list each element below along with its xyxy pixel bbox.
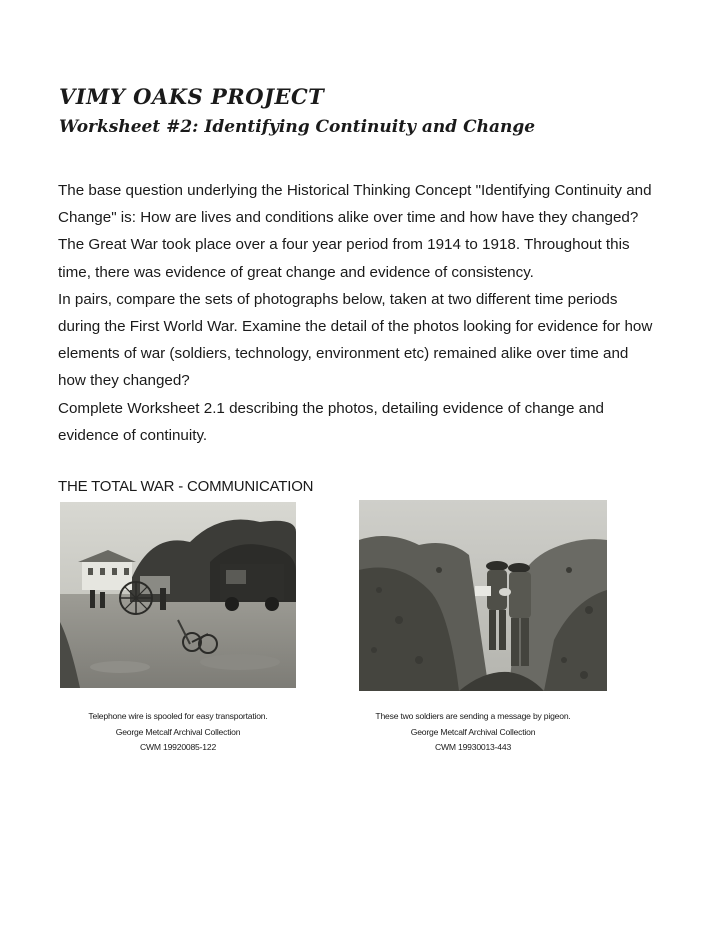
complete-paragraph: Complete Worksheet 2.1 describing the photos, detailing evidence of change and evidence of continuity. (58, 399, 604, 444)
pigeon-message-photo (359, 500, 607, 691)
pigeon-message-photo-graphic (359, 500, 607, 691)
photo1-caption-text: Telephone wire is spooled for easy transportation. (88, 711, 268, 721)
photo2-caption-text: These two soldiers are sending a message by pigeon. (375, 711, 571, 721)
pairs-paragraph: In pairs, compare the sets of photographs below, taken at two different time periods during the First World War. Examine the detail of the photos looking for evidence for how elements of war (soldiers, technology, environment etc) remained alike over time and how they changed? (58, 290, 653, 390)
photo2-collection: George Metcalf Archival Collection (410, 726, 536, 737)
telephone-wire-photo-graphic (60, 502, 296, 688)
worksheet-subtitle: Worksheet #2: Identifying Continuity and Change (59, 117, 536, 137)
telephone-wire-photo (60, 502, 296, 688)
photo1-catalog-id: CWM 19920085-122 (139, 742, 217, 752)
photo1-caption (60, 709, 296, 756)
intro-paragraph: The base question underlying the Historical Thinking Concept "Identifying Continuity and Change" is: How are lives and conditions alike over time and how have they changed? The Great War took place over a four year period from 1914 to 1918. Throughout this time, there was evidence of great change and evidence of consistency. (58, 182, 652, 281)
section-heading: THE TOTAL WAR - COMMUNICATION (58, 478, 314, 495)
photo2-catalog-id: CWM 19930013-443 (434, 742, 512, 752)
instructions-text (58, 177, 658, 449)
project-title: VIMY OAKS PROJECT (59, 84, 325, 109)
photo2-caption (355, 709, 591, 756)
photo1-collection: George Metcalf Archival Collection (115, 726, 241, 737)
